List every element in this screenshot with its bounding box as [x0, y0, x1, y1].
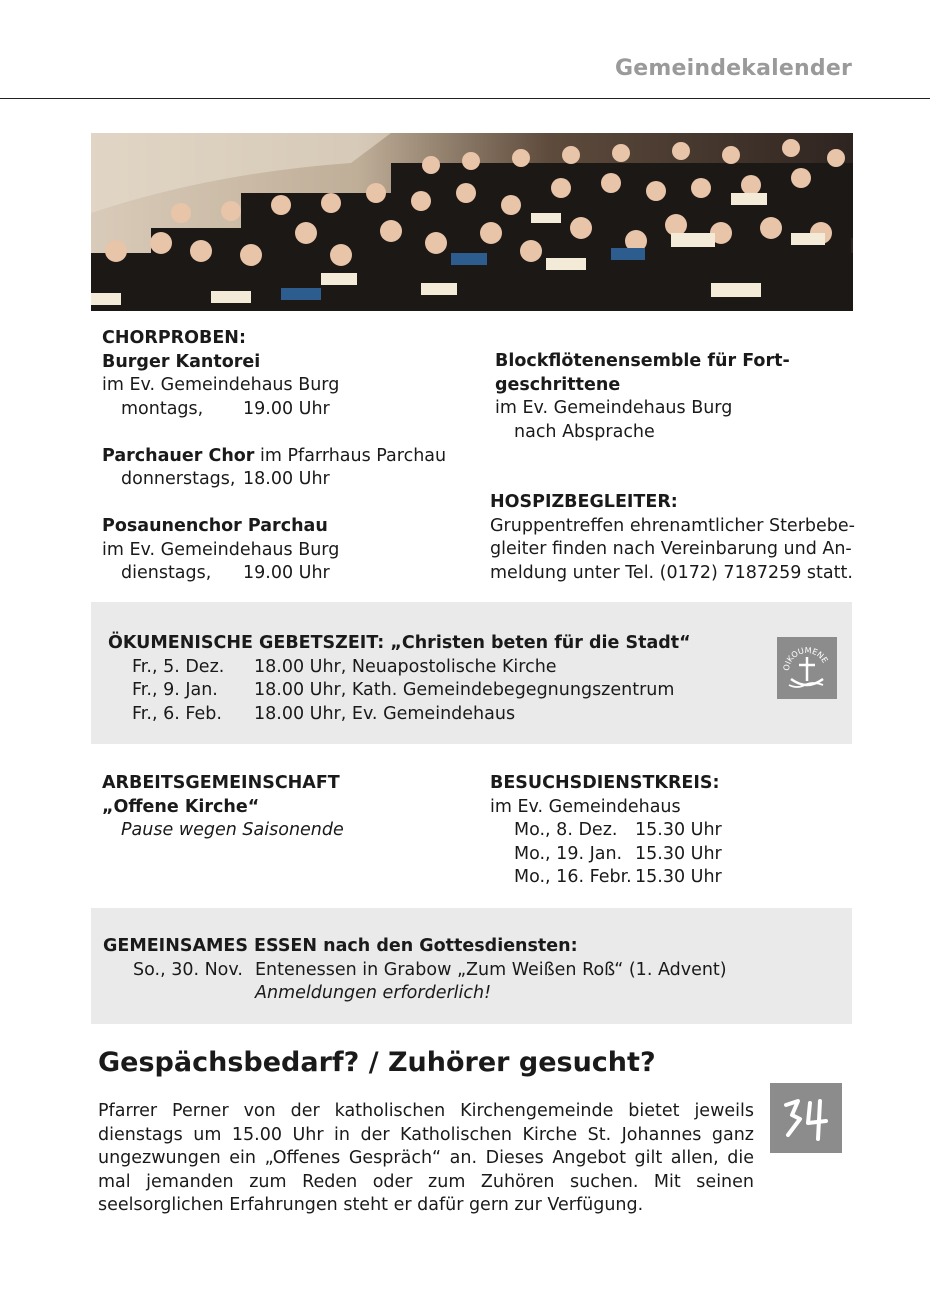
gespraech-text: Pfarrer Perner von der katholischen Kirchengemeinde bietet jeweils dienstags um 15.00 Uhr in der Katholischen Kirche St. Johannes ganz ungezwungen ein „Offenes Gespräch“ an. Dieses Angebot gilt allen, die mal jemanden zum Reden oder zum Zuhören suchen. Mit seinen seelsorglichen Erfahrungen steht er dafür gern zur Verfügung. — [98, 1101, 754, 1215]
ag-line2: „Offene Kirche“ — [102, 796, 260, 817]
oekumene-heading: ÖKUMENISCHE GEBETSZEIT: „Christen beten für die Stadt“ — [108, 633, 691, 653]
oekumene-box — [91, 602, 852, 744]
posaunenchor-name: Posaunenchor Parchau — [102, 516, 328, 536]
hospiz-line: meldung unter Tel. (0172) 7187259 statt. — [490, 562, 853, 583]
oekumene-row: Fr., 5. Dez. 18.00 Uhr, Neuapostolische Kirche — [132, 656, 557, 677]
essen-note: Anmeldungen erforderlich! — [255, 983, 492, 1003]
chorproben-heading: CHORPROBEN: — [102, 328, 246, 348]
besuch-place: im Ev. Gemeindehaus — [490, 796, 681, 817]
posaunenchor-schedule: dienstags, 19.00 Uhr — [121, 563, 330, 583]
choir-photo — [91, 133, 853, 311]
essen-box — [91, 908, 852, 1024]
page-title: Gemeindekalender — [614, 56, 852, 81]
besuch-section — [490, 772, 722, 890]
catholic-logo-icon — [770, 1083, 842, 1157]
besuch-row: Mo., 16. Febr. 15.30 Uhr — [514, 867, 722, 887]
blockfloeten-place: im Ev. Gemeindehaus Burg — [495, 398, 733, 418]
oekumene-row: Fr., 9. Jan. 18.00 Uhr, Kath. Gemeindebegegnungszentrum — [132, 680, 675, 700]
essen-heading: GEMEINSAMES ESSEN nach den Gottesdiensten: — [103, 936, 578, 956]
blockfloeten-section — [495, 350, 790, 444]
svg-text:OIKOUMENE: OIKOUMENE — [781, 645, 830, 672]
page-header — [0, 52, 930, 99]
ag-note: Pause wegen Saisonende — [121, 820, 344, 840]
parchauer-chor-line: Parchauer Chor im Pfarrhaus Parchau — [102, 445, 447, 466]
essen-row: So., 30. Nov. Entenessen in Grabow „Zum Weißen Roß“ (1. Advent) — [133, 959, 727, 980]
chorproben-section — [102, 327, 446, 586]
blockfloeten-line1: Blockflötenensemble für Fort- — [495, 351, 790, 371]
besuch-row: Mo., 19. Jan. 15.30 Uhr — [514, 843, 722, 864]
hospiz-line: Gruppentreffen ehrenamtlicher Sterbebe- — [490, 515, 855, 536]
besuch-row: Mo., 8. Dez. 15.30 Uhr — [514, 820, 722, 840]
posaunenchor-place: im Ev. Gemeindehaus Burg — [102, 539, 340, 560]
ag-section — [102, 772, 344, 843]
hospiz-section — [490, 491, 855, 585]
ag-line1: ARBEITSGEMEINSCHAFT — [102, 773, 340, 793]
hospiz-heading: HOSPIZBEGLEITER: — [490, 492, 678, 512]
blockfloeten-note: nach Absprache — [514, 421, 655, 442]
oikoumene-logo-icon — [777, 637, 837, 703]
choir-photo-illustration — [91, 133, 853, 311]
oekumene-row: Fr., 6. Feb. 18.00 Uhr, Ev. Gemeindehaus — [132, 703, 516, 724]
hospiz-line: gleiter finden nach Vereinbarung und An- — [490, 539, 852, 559]
burger-kantorei-schedule: montags, 19.00 Uhr — [121, 398, 330, 419]
burger-kantorei-name: Burger Kantorei — [102, 351, 261, 372]
gespraech-title: Gespächsbedarf? / Zuhörer gesucht? — [98, 1047, 656, 1078]
blockfloeten-line2: geschrittene — [495, 374, 621, 395]
burger-kantorei-place: im Ev. Gemeindehaus Burg — [102, 375, 340, 395]
besuch-heading: BESUCHSDIENSTKREIS: — [490, 773, 720, 793]
parchauer-chor-schedule: donnerstags, 18.00 Uhr — [121, 469, 330, 489]
